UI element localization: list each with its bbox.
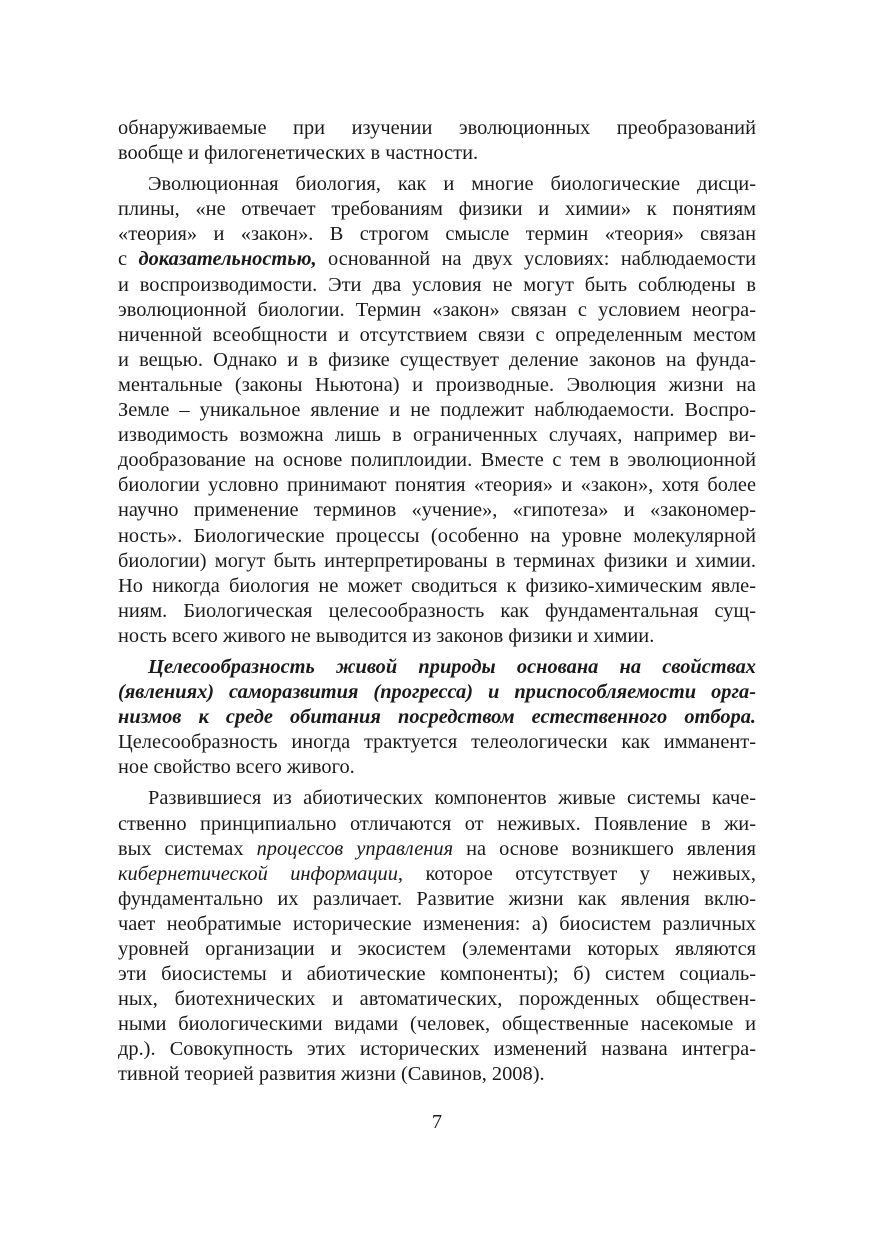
text-line: плины, «не отвечает требованиям физики и химии» к понятиям: [118, 198, 756, 221]
text-line: научно применение терминов «учение», «гипотеза» и «закономер-: [118, 499, 756, 522]
text-run: основанной на двух условиях: наблюдаемости: [316, 248, 756, 271]
text-line: изводимость возможна лишь в ограниченных случаях, например ви-: [118, 424, 756, 447]
text-line: Развившиеся из абиотических компонентов живые системы каче-: [148, 787, 756, 810]
text-run: вых системах: [118, 837, 257, 860]
text-line: и вещью. Однако и в физике существует деление законов на фунда-: [118, 348, 756, 371]
emphasis-term: доказательностью,: [138, 248, 317, 271]
text-line: ниченной всеобщности и отсутствием связи с определенным местом: [118, 323, 756, 346]
text-line: ментальные (законы Ньютона) и производные. Эволюция жизни на: [118, 373, 756, 396]
text-line: биологии) могут быть интерпретированы в терминах физики и химии.: [118, 549, 756, 572]
page-number: 7: [431, 1111, 443, 1133]
paragraph: [118, 116, 756, 166]
paragraph: [118, 786, 756, 1087]
text-line: Эволюционная биология, как и многие биологические дисци-: [148, 173, 756, 196]
text-line: вообще и филогенетических в частности.: [118, 142, 479, 165]
page-body: [118, 116, 756, 1088]
text-line: эти биосистемы и абиотические компоненты); б) систем социаль-: [118, 963, 756, 986]
italic-term: кибернетической информации: [118, 862, 398, 885]
text-line: и воспроизводимости. Эти два условия не могут быть соблюдены в: [118, 273, 756, 296]
text-line: Земле – уникальное явление и не подлежит наблюдаемости. Воспро-: [118, 399, 756, 422]
text-run: с: [118, 248, 139, 271]
text-line: чает необратимые исторические изменения: а) биосистем различных: [118, 912, 756, 935]
text-line: [118, 862, 756, 887]
italic-term: процессов управления: [256, 837, 454, 860]
text-run: , которое отсутствует у неживых,: [397, 862, 756, 885]
text-run: на основе возникшего явления: [453, 837, 756, 860]
text-line: [118, 837, 756, 862]
text-line: ность». Биологические процессы (особенно на уровне молекулярной: [118, 524, 756, 547]
text-line-emphasis: низмов к среде обитания посредством естественного отбора.: [118, 706, 756, 729]
text-line: ниям. Биологическая целесообразность как фундаментальная сущ-: [118, 599, 756, 622]
text-line: Целесообразность иногда трактуется телеологически как имманент-: [118, 731, 756, 754]
text-line: дообразование на основе полиплоидии. Вместе с тем в эволюционной: [118, 449, 756, 472]
text-line: биологии условно принимают понятия «теория» и «закон», хотя более: [118, 474, 756, 497]
text-line: фундаментально их различает. Развитие жизни как явления вклю-: [118, 887, 756, 910]
text-line: тивной теорией развития жизни (Савинов, 2008).: [118, 1063, 545, 1086]
text-line: др.). Совокупность этих исторических изменений названа интегра-: [118, 1038, 756, 1061]
text-line: ственно принципиально отличаются от неживых. Появление в жи-: [118, 812, 756, 835]
text-line-emphasis: Целесообразность живой природы основана на свойствах: [148, 655, 756, 678]
text-line: эволюционной биологии. Термин «закон» связан с условием неогра-: [118, 298, 756, 321]
paragraph: [118, 172, 756, 649]
paragraph: [118, 655, 756, 780]
text-line: уровней организации и экосистем (элементами которых являются: [118, 938, 756, 960]
text-line-emphasis: (явлениях) саморазвития (прогресса) и приспособляемости орга-: [118, 681, 756, 704]
text-line: обнаруживаемые при изучении эволюционных преобразований: [118, 117, 756, 139]
text-line: Но никогда биология не может сводиться к физико-химическим явле-: [118, 574, 756, 597]
text-line: ность всего живого не выводится из законов физики и химии.: [118, 624, 655, 647]
text-line: ное свойство всего живого.: [118, 756, 355, 779]
text-line: ных, биотехнических и автоматических, порожденных обществен-: [118, 988, 756, 1011]
text-line: ными биологическими видами (человек, общественные насекомые и: [118, 1013, 756, 1036]
text-line: [118, 247, 756, 272]
text-line: «теория» и «закон». В строгом смысле термин «теория» связан: [118, 223, 756, 246]
